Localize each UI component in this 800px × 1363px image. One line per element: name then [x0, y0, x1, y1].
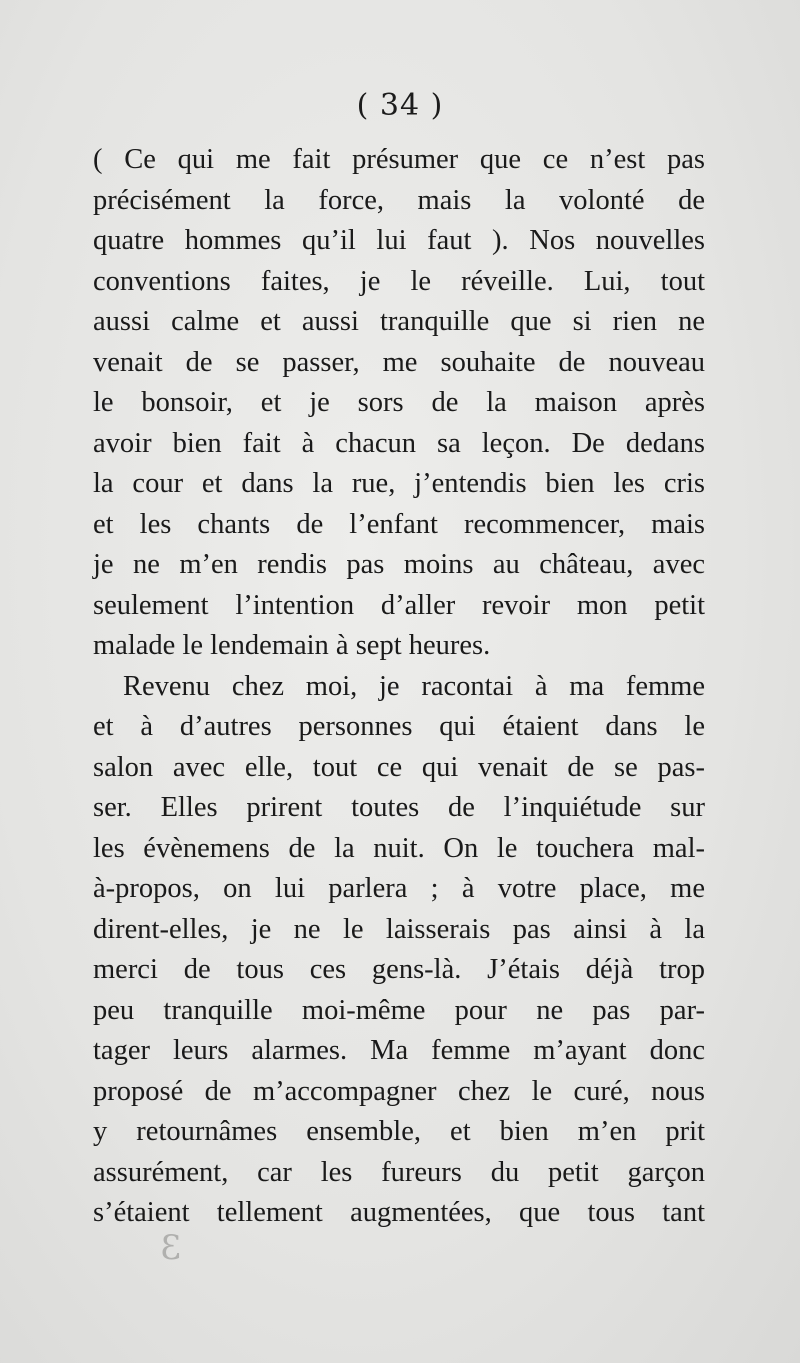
text-line: les évènemens de la nuit. On le touchera mal- [93, 832, 705, 864]
paragraph [93, 140, 705, 667]
text-line: ser. Elles prirent toutes de l’inquiétude sur [93, 792, 705, 823]
body-text [93, 140, 705, 1234]
text-line: seulement l’intention d’aller revoir mon petit [93, 589, 705, 621]
text-line: la cour et dans la rue, j’entendis bien les cris [93, 468, 705, 499]
text-line: salon avec elle, tout ce qui venait de se pas- [93, 751, 705, 783]
text-line: quatre hommes qu’il lui faut ). Nos nouvelles [93, 225, 705, 256]
text-line: malade le lendemain à sept heures. [93, 630, 491, 661]
text-line: et à d’autres personnes qui étaient dans le [93, 711, 705, 742]
text-line: précisément la force, mais la volonté de [93, 184, 705, 216]
text-line: merci de tous ces gens-là. J’étais déjà trop [93, 954, 705, 985]
text-line: ( Ce qui me fait présumer que ce n’est pas [93, 144, 705, 175]
text-line: et les chants de l’enfant recommencer, mais [93, 508, 705, 540]
text-line: s’étaient tellement augmentées, que tous tant [93, 1197, 705, 1228]
text-line: avoir bien fait à chacun sa leçon. De dedans [93, 427, 705, 459]
text-line: dirent-elles, je ne le laisserais pas ainsi à la [93, 913, 705, 945]
text-line: le bonsoir, et je sors de la maison après [93, 387, 705, 418]
text-line: venait de se passer, me souhaite de nouveau [93, 346, 705, 378]
text-line: Revenu chez moi, je racontai à ma femme [123, 670, 705, 702]
text-line: aussi calme et aussi tranquille que si rien ne [93, 306, 705, 337]
text-line: conventions faites, je le réveille. Lui, tout [93, 265, 705, 297]
bleed-through-mark: 3 [160, 1228, 182, 1268]
text-line: à-propos, on lui parlera ; à votre place, me [93, 873, 705, 904]
text-line: y retournâmes ensemble, et bien m’en prit [93, 1116, 705, 1147]
text-line: proposé de m’accompagner chez le curé, nous [93, 1075, 705, 1107]
text-line: je ne m’en rendis pas moins au château, avec [93, 549, 705, 580]
text-line: tager leurs alarmes. Ma femme m’ayant donc [93, 1035, 705, 1066]
paragraph [93, 667, 705, 1234]
page-number: ( 34 ) [356, 88, 444, 123]
text-line: assurément, car les fureurs du petit garçon [93, 1156, 705, 1188]
text-line: peu tranquille moi-même pour ne pas par- [93, 994, 705, 1026]
